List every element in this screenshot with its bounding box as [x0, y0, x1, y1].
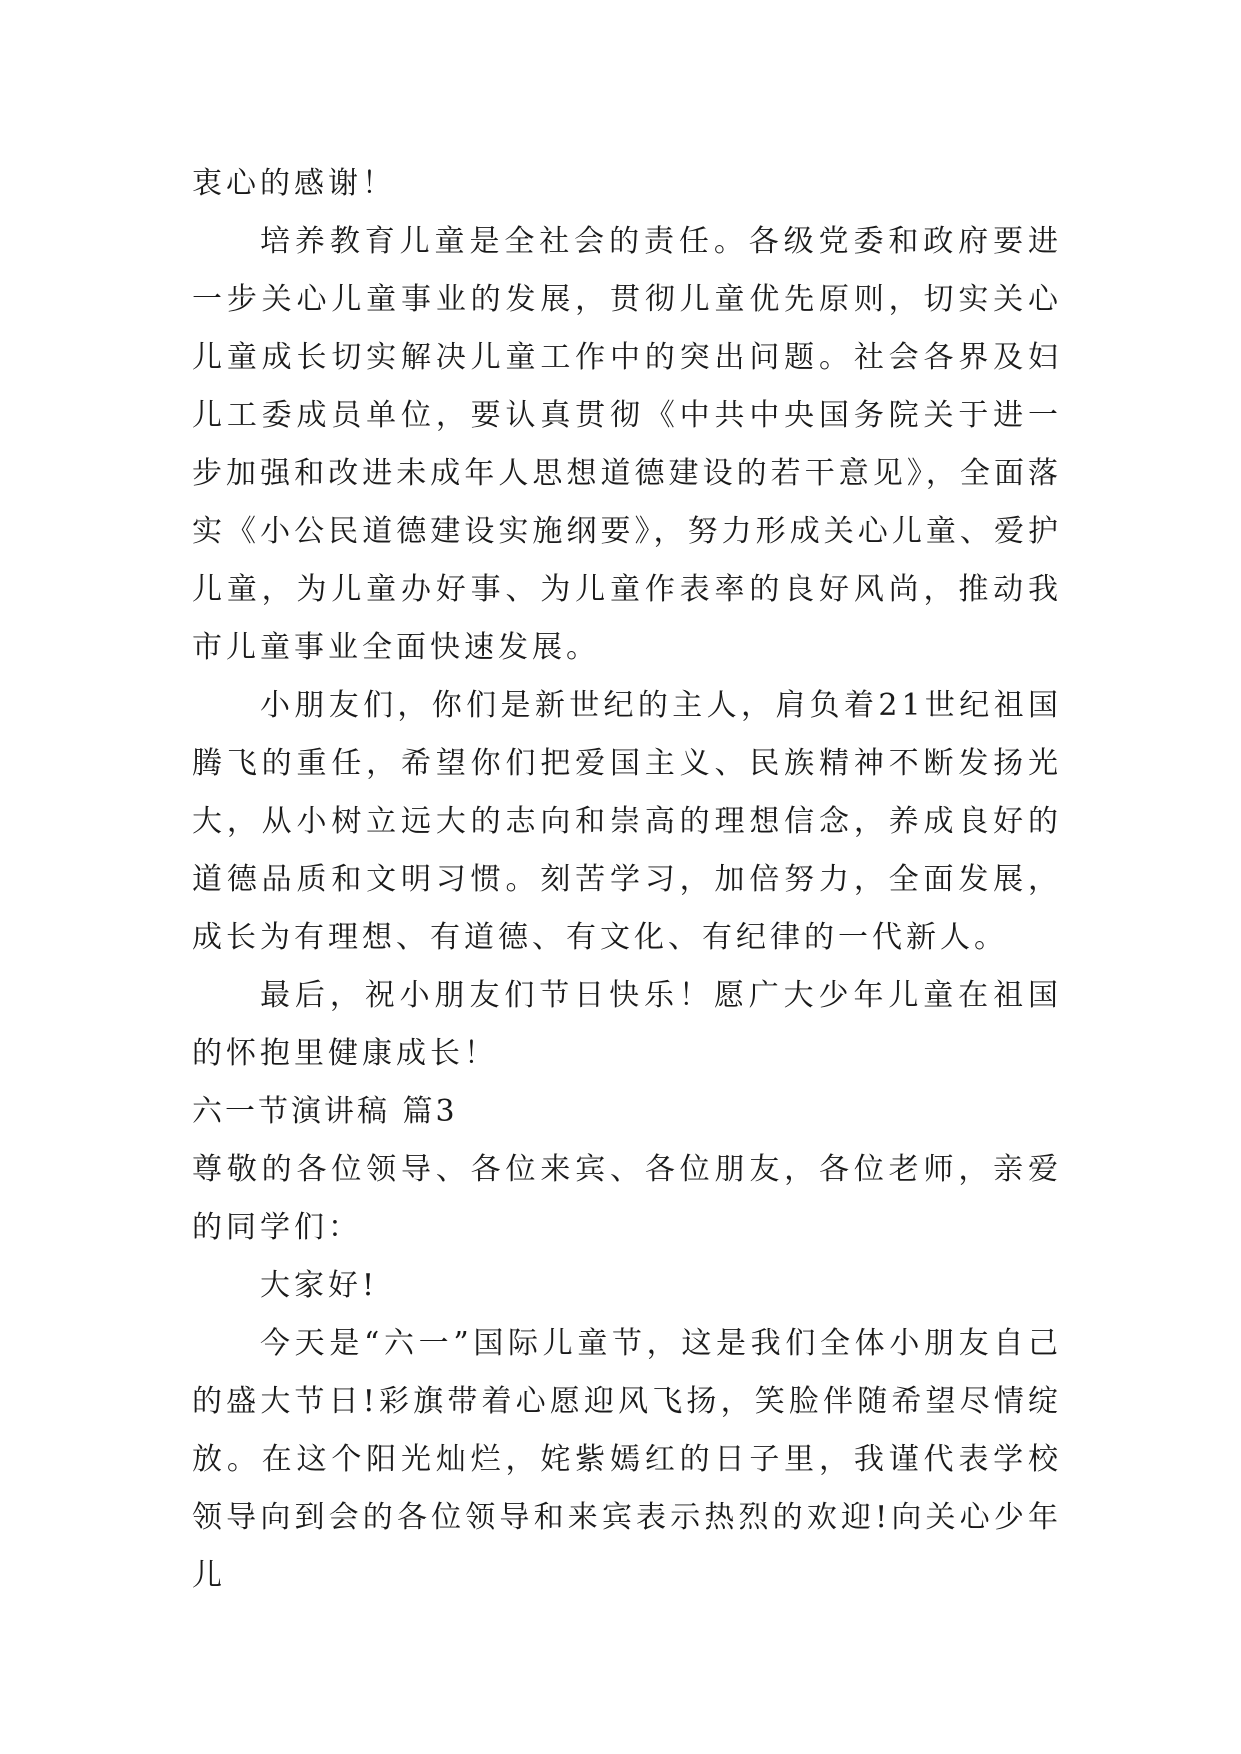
- salutation: 尊敬的各位领导、各位来宾、各位朋友，各位老师，亲爱的同学们：: [192, 1152, 1062, 1245]
- greeting: 大家好!: [260, 1268, 379, 1303]
- paragraph-responsibility: 培养教育儿童是全社会的责任。各级党委和政府要进一步关心儿童事业的发展，贯彻儿童优先原则，切实关心儿童成长切实解决儿童工作中的突出问题。社会各界及妇儿工委成员单位，要认真贯彻《中共中央国务院关于进一步加强和改进未成年人思想道德建设的若干意见》，全面落实《小公民道德建设实施纲要》，努力形成关心儿童、爱护儿童，为儿童办好事、为儿童作表率的良好风尚，推动我市儿童事业全面快速发展。: [192, 224, 1062, 665]
- paragraph-children: 小朋友们，你们是新世纪的主人，肩负着21世纪祖国腾飞的重任，希望你们把爱国主义、民族精神不断发扬光大，从小树立远大的志向和崇高的理想信念，养成良好的道德品质和文明习惯。刻苦学习，加倍努力，全面发展，成长为有理想、有道德、有文化、有纪律的一代新人。: [192, 688, 1062, 955]
- paragraph-wishes: 最后，祝小朋友们节日快乐！愿广大少年儿童在祖国的怀抱里健康成长！: [192, 978, 1062, 1071]
- section-heading: 六一节演讲稿 篇3: [192, 1094, 458, 1129]
- paragraph-festival: 今天是“六一”国际儿童节，这是我们全体小朋友自己的盛大节日!彩旗带着心愿迎风飞扬，笑脸伴随希望尽情绽放。在这个阳光灿烂，姹紫嫣红的日子里，我谨代表学校领导向到会的各位领导和来宾表示热烈的欢迎!向关心少年儿: [192, 1326, 1062, 1593]
- document-body: [192, 155, 1062, 1605]
- paragraph-thanks: 衷心的感谢！: [192, 166, 396, 201]
